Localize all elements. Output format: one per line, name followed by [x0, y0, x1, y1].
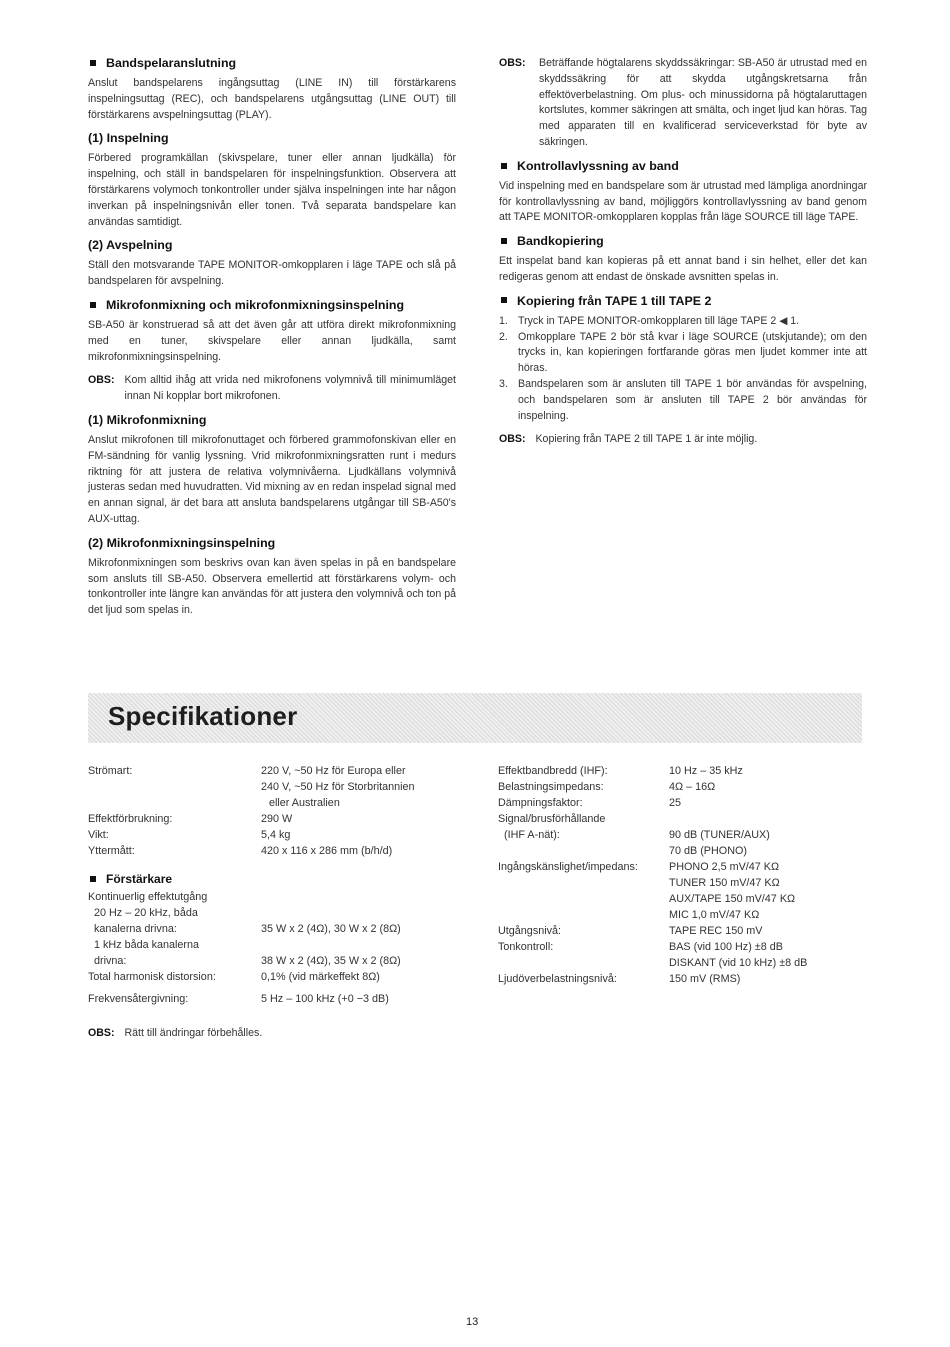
spec-row-load-impedance [498, 779, 868, 795]
spec-row-weight [88, 827, 468, 843]
spec-row-thd [88, 969, 468, 985]
spec-key: Ljudöverbelastningsnivå: [498, 973, 617, 985]
spec-value: 4Ω – 16Ω [669, 781, 716, 793]
subheading-playback: (2) Avspelning [88, 238, 173, 253]
note-mic-volume [88, 373, 456, 405]
spec-value: 5 Hz – 100 kHz (+0 −3 dB) [261, 993, 389, 1005]
spec-row-dimensions [88, 843, 468, 859]
note-tape2-to-tape1 [499, 432, 867, 448]
step-number: 1. [499, 314, 508, 327]
spec-key: Ingångskänslighet/impedans: [498, 861, 638, 873]
specifications-right [498, 763, 868, 987]
step-number: 2. [499, 330, 508, 343]
spec-value-line: 38 W x 2 (4Ω), 35 W x 2 (8Ω) [261, 955, 401, 967]
spec-key [88, 937, 261, 969]
spec-key: Tonkontroll: [498, 941, 554, 953]
spec-value-line: AUX/TAPE 150 mV/47 KΩ [669, 893, 796, 905]
step-number: 3. [499, 377, 508, 390]
spec-key-line: (IHF A-nät): [504, 829, 560, 841]
spec-value-line: 70 dB (PHONO) [669, 845, 747, 857]
spec-value: TAPE REC 150 mV [669, 925, 763, 937]
spec-row-1khz-output [88, 937, 468, 969]
section-heading-tape-connection: Bandspelaranslutning [88, 56, 456, 71]
spec-row-snr [498, 811, 868, 859]
spec-value-line: 35 W x 2 (4Ω), 30 W x 2 (8Ω) [261, 923, 401, 935]
note-label: OBS: [499, 57, 526, 69]
section-heading-mic-mixing: Mikrofonmixning och mikrofonmixningsinspelning [88, 298, 456, 313]
spec-key-line: drivna: [94, 955, 127, 967]
spec-row-continuous-output [88, 889, 468, 937]
note-speaker-fuse [499, 56, 867, 151]
spec-value: 5,4 kg [261, 829, 291, 841]
note-text: Kopiering från TAPE 2 till TAPE 1 är inte möjlig. [535, 433, 758, 446]
spec-key: Effektbandbredd (IHF): [498, 765, 608, 777]
spec-value [669, 939, 807, 971]
spec-row-output-level [498, 923, 868, 939]
spec-key [88, 889, 261, 937]
spec-row-damping-factor [498, 795, 868, 811]
note-changes-reserved [88, 1026, 488, 1042]
spec-value-line: BAS (vid 100 Hz) ±8 dB [669, 941, 783, 953]
spec-key: Dämpningsfaktor: [498, 797, 583, 809]
specifications-left [88, 763, 468, 1007]
step-text: Tryck in TAPE MONITOR-omkopplaren till läge TAPE 2 ◀ 1. [518, 314, 800, 327]
spec-row-power-type [88, 763, 468, 811]
step-text: Omkopplare TAPE 2 bör stå kvar i läge SOURCE (utskjutande); om den trycks in, kan kopieringen fortfarande göras men ljudet kommer inte att höras. [518, 330, 867, 375]
spec-row-overload-level [498, 971, 868, 987]
paragraph-tape-connection: Anslut bandspelarens ingångsuttag (LINE IN) till förstärkarens inspelningsuttag (REC), och bandspelarens utgångsuttag (LINE OUT) till förstärkarens avspelningsuttag (PLAY). [88, 77, 456, 121]
spec-key: Effektförbrukning: [88, 813, 173, 825]
list-item [499, 377, 867, 424]
spec-key: Frekvensåtergivning: [88, 993, 189, 1005]
spec-value [261, 937, 401, 969]
paragraph-tape-monitor: Vid inspelning med en bandspelare som är utrustad med lämpliga anordningar för kontrollavlyssning av band, möjliggörs kontrollavlyssning av band genom att TAPE MONITOR-omkopplaren kopplas från läge SOURCE till läge TAPE. [499, 179, 867, 224]
subheading-mic-mixing: (1) Mikrofonmixning [88, 412, 207, 427]
specifications-banner [88, 693, 862, 743]
spec-value-line: 90 dB (TUNER/AUX) [669, 829, 770, 841]
paragraph-tape-dubbing: Ett inspelat band kan kopieras på ett annat band i sin helhet, eller det kan redigeras genom att endast de önskade avsnitten spelas in. [499, 255, 867, 283]
spec-row-power-consumption [88, 811, 468, 827]
section-heading-tape-dubbing: Bandkopiering [499, 234, 867, 249]
spec-value-line: TUNER 150 mV/47 KΩ [669, 877, 780, 889]
spec-value [261, 763, 415, 811]
paragraph-recording: Förbered programkällan (skivspelare, tuner eller annan ljudkälla) för inspelning, och ställ in bandspelaren för inspelningsfunktion. Observera att förstärkarens volymoch tonkontroller under själva inspelningen inte har någon inverkan på inspelningsnivån eller tonen. Två separata bandspelare kan användas samtidigt. [88, 152, 456, 228]
spec-key-line: Signal/brusförhållande [498, 813, 606, 825]
spec-value: 10 Hz – 35 kHz [669, 765, 743, 777]
spec-key-line: kanalerna drivna: [94, 923, 177, 935]
spec-value-line: PHONO 2,5 mV/47 KΩ [669, 861, 780, 873]
spec-value-line: 240 V, ~50 Hz för Storbritannien [261, 781, 415, 793]
spec-value-line: eller Australien [269, 797, 340, 809]
left-column [88, 56, 456, 627]
spec-key: Utgångsnivå: [498, 925, 562, 937]
spec-value [669, 811, 770, 859]
page-number: 13 [466, 1316, 479, 1328]
paragraph-mic-mix-recording: Mikrofonmixningen som beskrivs ovan kan även spelas in på en bandspelare som ansluts till SB-A50. Observera emellertid att förstärkarens volym- och tonkontroller inte längre kan användas för att justera den volymnivå och ton på det ljud som spelas in. [88, 556, 456, 617]
spec-value-line: MIC 1,0 mV/47 KΩ [669, 909, 760, 921]
spec-value: 290 W [261, 813, 293, 825]
spec-key-line: 1 kHz båda kanalerna [94, 939, 200, 951]
note-text: Rätt till ändringar förbehålles. [124, 1027, 263, 1039]
spec-key: Total harmonisk distorsion: [88, 971, 216, 983]
spec-value: 150 mV (RMS) [669, 973, 741, 985]
spec-value [669, 859, 795, 923]
spec-row-frequency-response [88, 991, 468, 1007]
section-heading-tape1-to-tape2: Kopiering från TAPE 1 till TAPE 2 [499, 294, 867, 309]
note-text: Kom alltid ihåg att vrida ned mikrofonens volymnivå till minimumläget innan Ni kopplar bort mikrofonen. [124, 374, 456, 403]
spec-value: 420 x 116 x 286 mm (b/h/d) [261, 845, 393, 857]
spec-key [498, 811, 669, 859]
note-label: OBS: [88, 374, 115, 387]
list-item [499, 314, 867, 330]
spec-value [261, 889, 401, 937]
spec-value-line: DISKANT (vid 10 kHz) ±8 dB [669, 957, 808, 969]
spec-key: Vikt: [88, 829, 109, 841]
spec-key: Strömart: [88, 765, 133, 777]
right-column [499, 56, 867, 456]
spec-row-power-bandwidth [498, 763, 868, 779]
note-label: OBS: [88, 1027, 115, 1039]
spec-key-line: Kontinuerlig effektutgång [88, 891, 208, 903]
note-label: OBS: [499, 433, 526, 446]
paragraph-playback: Ställ den motsvarande TAPE MONITOR-omkopplaren i läge TAPE och slå på bandspelaren för avspelning. [88, 259, 456, 288]
spec-subheading-amplifier: Förstärkare [88, 871, 468, 887]
spec-row-tone-control [498, 939, 868, 971]
paragraph-mic-mixing-steps: Anslut mikrofonen till mikrofonuttaget och förbered grammofonskivan eller en FM-sändning för vanlig lyssning. Vrid mikrofonmixningsratten runt i medurs riktning för att justera de relativa volymnivåerna. Ljudkällans volymnivå justeras sedan med huvudratten. Vid mixning av en redan inspelad signal med en annan signal, är det bara att ansluta bandspelarens utgångar till SB-A50's AUX-uttag. [88, 433, 456, 525]
section-heading-tape-monitor: Kontrollavlyssning av band [499, 159, 867, 174]
spec-key: Belastningsimpedans: [498, 781, 604, 793]
paragraph-mic-mixing: SB-A50 är konstruerad så att det även går att utföra direkt mikrofonmixning med en tuner, skivspelare eller annan ljudkälla, samt mikrofonmixningsinspelning. [88, 318, 456, 363]
note-text: Beträffande högtalarens skyddssäkringar: SB-A50 är utrustad med en skyddssäkring för att skydda utgångskretsarna från effektöverbelastning. Om plus- och minussidorna på högtalaruttagen kortslutes, kommer säkringen att smälta, och inget ljud kan höras. Tag med apparaten till en kvalificerad serviceverkstad för byte av säkringen. [539, 57, 867, 148]
subheading-mic-mix-recording: (2) Mikrofonmixningsinspelning [88, 535, 276, 550]
spec-key-line: 20 Hz – 20 kHz, båda [94, 907, 198, 919]
spec-value: 25 [669, 797, 682, 809]
specifications-title: Specifikationer [108, 701, 298, 731]
dubbing-steps-list [499, 314, 867, 425]
list-item [499, 330, 867, 377]
spec-row-input-sensitivity [498, 859, 868, 923]
step-text: Bandspelaren som är ansluten till TAPE 1 bör användas för avspelning, och bandspelaren som är ansluten till TAPE 2 bör användas för inspelning. [518, 377, 867, 422]
subheading-recording: (1) Inspelning [88, 131, 169, 146]
spec-value: 0,1% (vid märkeffekt 8Ω) [261, 971, 380, 983]
spec-value-line: 220 V, ~50 Hz för Europa eller [261, 765, 406, 777]
spec-key: Yttermått: [88, 845, 135, 857]
